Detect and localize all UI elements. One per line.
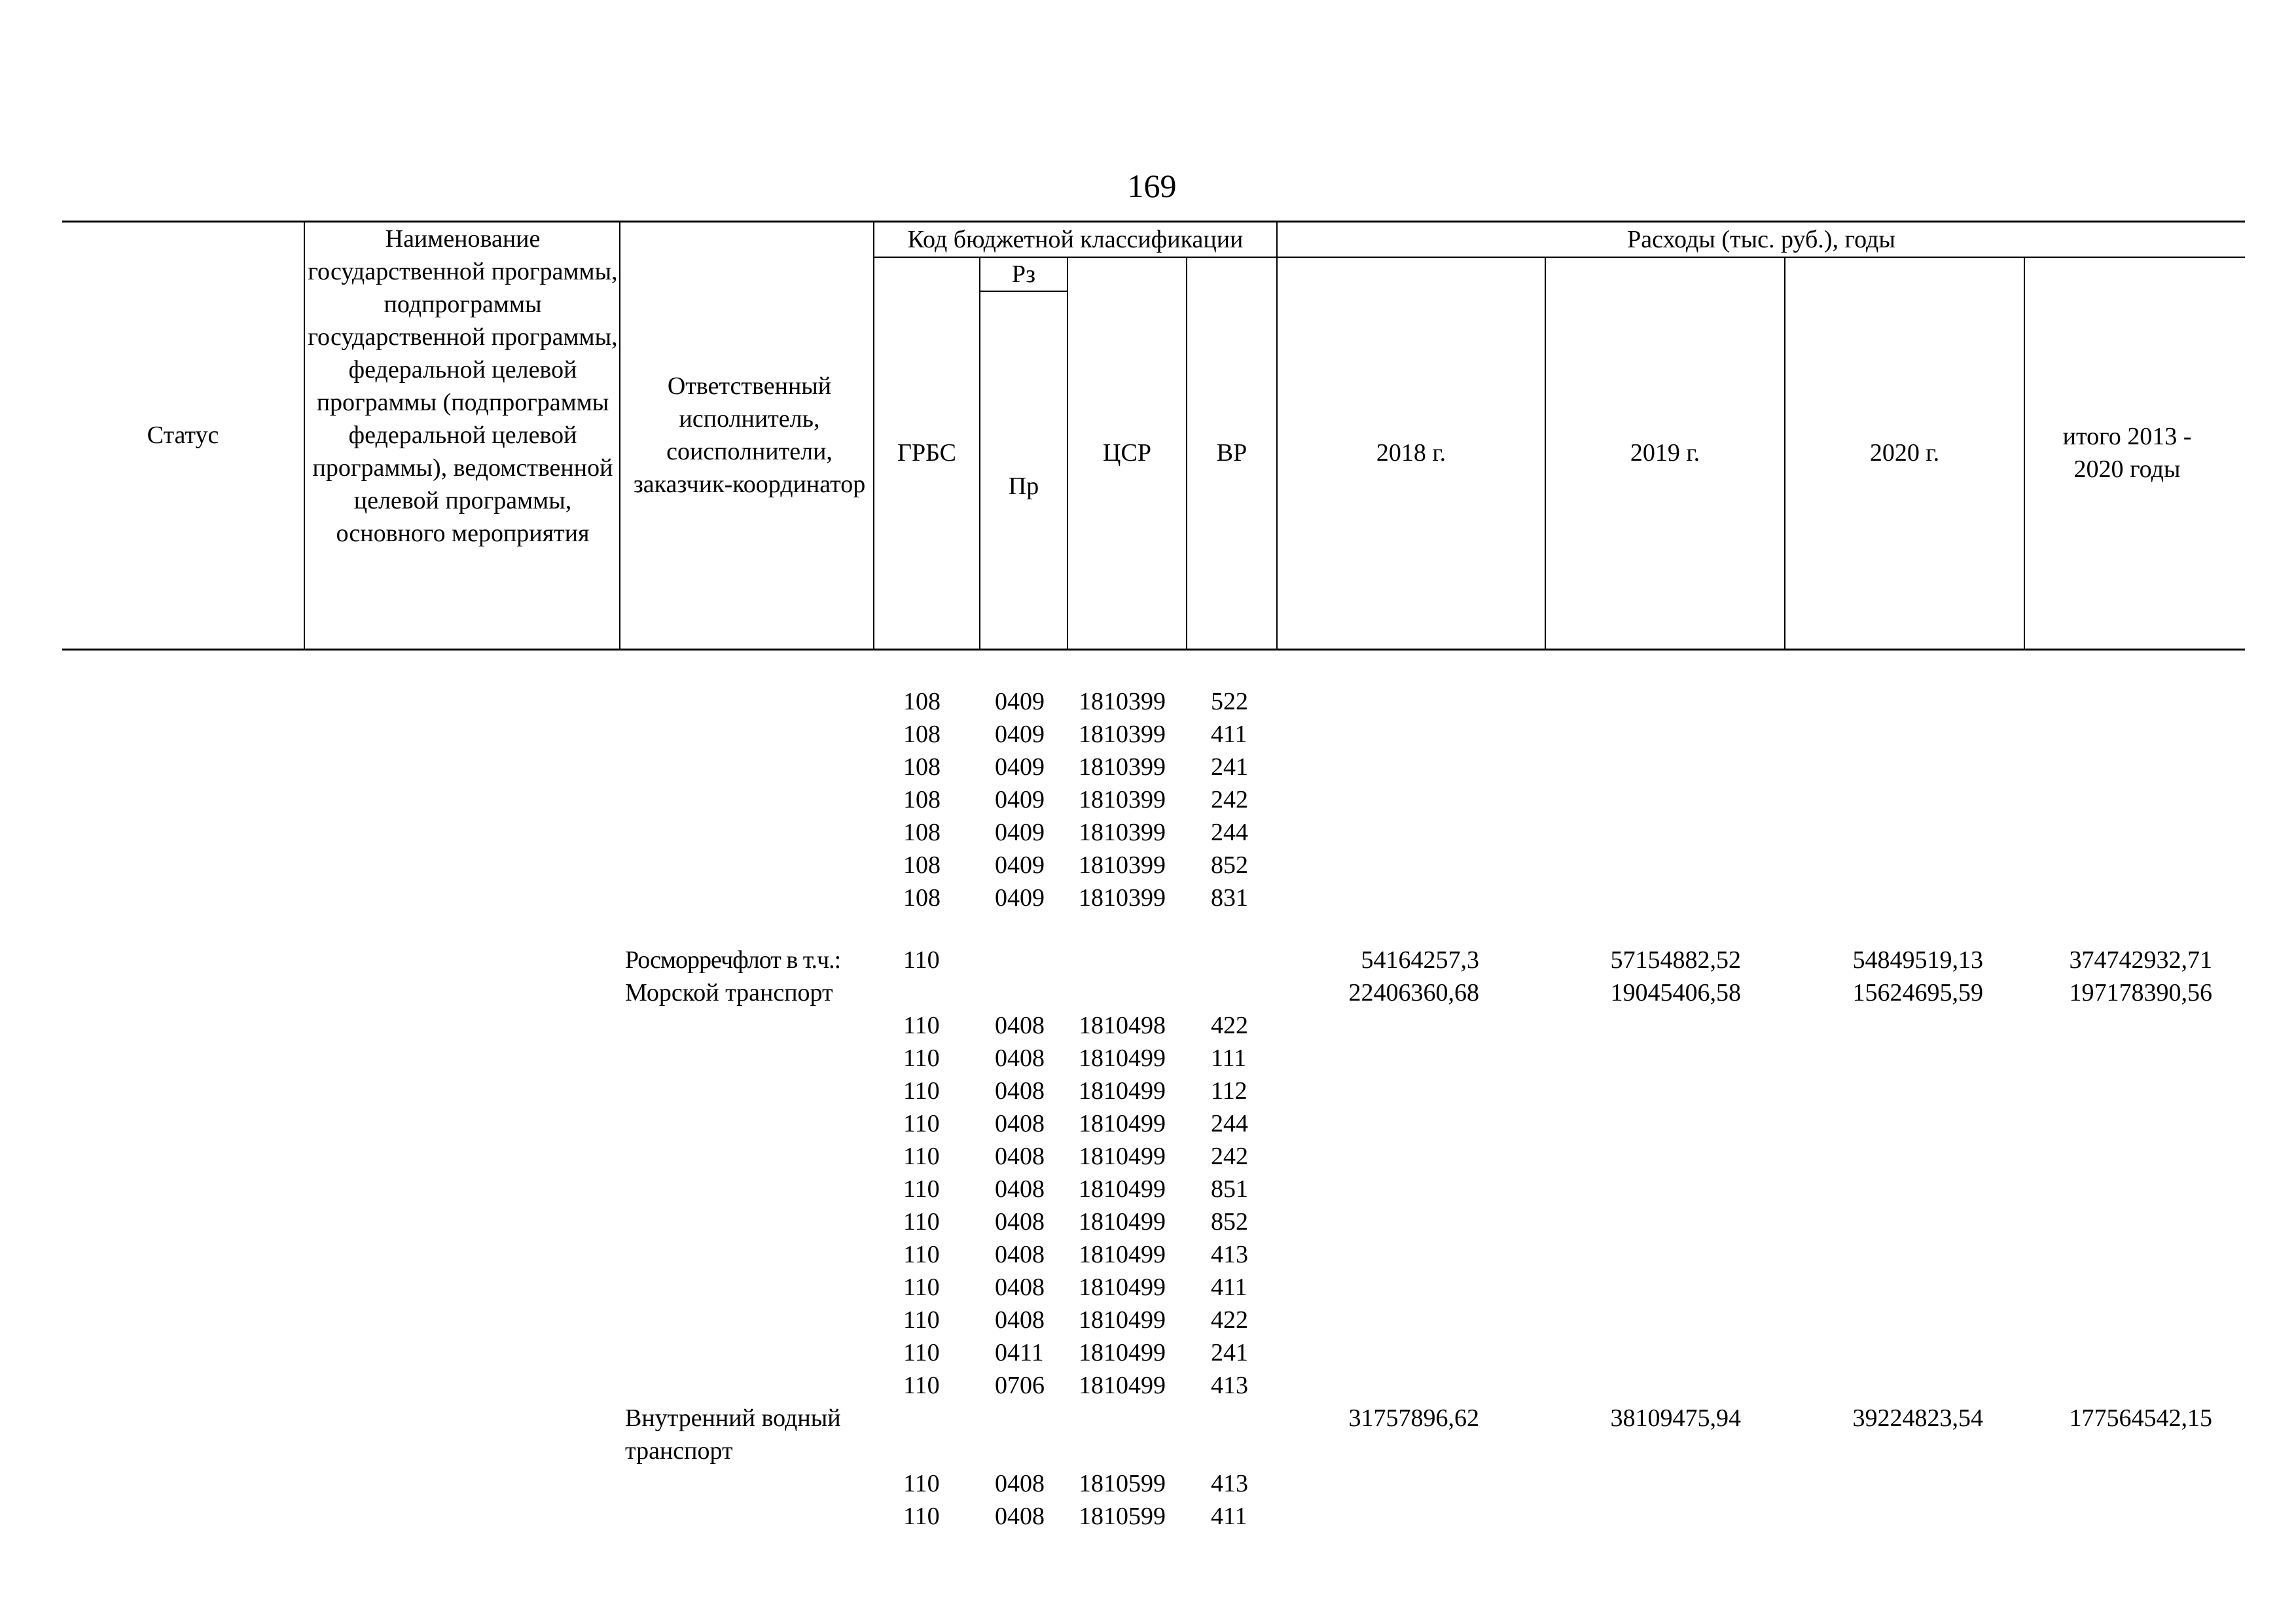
vr-cell: 244 xyxy=(1211,1110,1248,1137)
grbs-cell: 110 xyxy=(903,1274,940,1301)
vr-cell: 241 xyxy=(1211,753,1248,781)
grbs-cell: 110 xyxy=(903,1175,940,1203)
vr-cell: 422 xyxy=(1211,1306,1248,1334)
rz-cell: 0408 xyxy=(995,1503,1045,1530)
grbs-cell: 108 xyxy=(903,819,941,846)
value-2018: 31757896,62 xyxy=(1348,1404,1479,1432)
csr-cell: 1810499 xyxy=(1079,1077,1166,1105)
value-2020: 15624695,59 xyxy=(1852,979,1983,1007)
grbs-cell: 108 xyxy=(903,688,941,715)
value-2018: 54164257,3 xyxy=(1361,946,1479,974)
rz-cell: 0706 xyxy=(995,1372,1045,1399)
header-col-divider xyxy=(2024,257,2025,649)
rz-cell: 0408 xyxy=(995,1274,1045,1301)
header-year-2019: 2019 г. xyxy=(1630,439,1700,467)
rz-cell: 0409 xyxy=(995,753,1045,781)
csr-cell: 1810499 xyxy=(1079,1044,1166,1072)
header-bottom-rule xyxy=(62,649,2245,651)
value-2019: 38109475,94 xyxy=(1610,1404,1741,1432)
csr-cell: 1810599 xyxy=(1079,1503,1166,1530)
rz-cell: 0408 xyxy=(995,1012,1045,1039)
grbs-cell: 110 xyxy=(903,1044,940,1072)
header-year-2020: 2020 г. xyxy=(1869,439,1940,467)
header-status: Статус xyxy=(147,421,219,449)
rz-cell: 0408 xyxy=(995,1241,1045,1268)
header-rz: Рз xyxy=(1011,260,1036,288)
vr-cell: 111 xyxy=(1211,1044,1247,1072)
header-csr: ЦСР xyxy=(1103,439,1151,467)
grbs-cell: 110 xyxy=(903,1339,940,1366)
vr-cell: 411 xyxy=(1211,1274,1247,1301)
vr-cell: 413 xyxy=(1211,1372,1248,1399)
rz-cell: 0409 xyxy=(995,851,1045,879)
vr-cell: 852 xyxy=(1211,1208,1248,1236)
vr-cell: 411 xyxy=(1211,721,1247,748)
rz-cell: 0409 xyxy=(995,884,1045,912)
csr-cell: 1810499 xyxy=(1079,1339,1166,1366)
csr-cell: 1810499 xyxy=(1079,1208,1166,1236)
value-total: 177564542,15 xyxy=(2069,1404,2212,1432)
csr-cell: 1810399 xyxy=(1079,819,1166,846)
rz-cell: 0409 xyxy=(995,786,1045,813)
vr-cell: 413 xyxy=(1211,1470,1248,1497)
csr-cell: 1810498 xyxy=(1079,1012,1166,1039)
grbs-cell: 108 xyxy=(903,851,941,879)
header-vr: ВР xyxy=(1216,439,1247,467)
csr-cell: 1810399 xyxy=(1079,753,1166,781)
csr-cell: 1810399 xyxy=(1079,851,1166,879)
csr-cell: 1810499 xyxy=(1079,1241,1166,1268)
value-2020: 54849519,13 xyxy=(1852,946,1983,974)
header-grbs: ГРБС xyxy=(897,439,956,467)
vr-cell: 112 xyxy=(1211,1077,1247,1105)
page-number: 169 xyxy=(1127,168,1177,204)
grbs-cell: 110 xyxy=(903,946,940,974)
header-total: итого 2013 - 2020 годы xyxy=(2062,423,2192,483)
grbs-cell: 110 xyxy=(903,1470,940,1497)
csr-cell: 1810399 xyxy=(1079,688,1166,715)
value-2019: 57154882,52 xyxy=(1610,946,1741,974)
rz-cell: 0408 xyxy=(995,1306,1045,1334)
value-2020: 39224823,54 xyxy=(1852,1404,1983,1432)
header-executor: Ответственный исполнитель, соисполнители, заказчик-координатор xyxy=(633,372,866,498)
grbs-cell: 108 xyxy=(903,753,941,781)
value-total: 374742932,71 xyxy=(2069,946,2212,974)
csr-cell: 1810399 xyxy=(1079,786,1166,813)
rz-cell: 0408 xyxy=(995,1470,1045,1497)
vr-cell: 244 xyxy=(1211,819,1248,846)
grbs-cell: 110 xyxy=(903,1306,940,1334)
header-pr: Пр xyxy=(1008,473,1039,500)
grbs-cell: 108 xyxy=(903,786,941,813)
vr-cell: 413 xyxy=(1211,1241,1248,1268)
grbs-cell: 110 xyxy=(903,1012,940,1039)
csr-cell: 1810599 xyxy=(1079,1470,1166,1497)
rz-cell: 0408 xyxy=(995,1110,1045,1137)
grbs-cell: 110 xyxy=(903,1110,940,1137)
vr-cell: 851 xyxy=(1211,1175,1248,1203)
grbs-cell: 110 xyxy=(903,1208,940,1236)
executor-label: Росморречфлот в т.ч.: xyxy=(625,946,841,974)
grbs-cell: 110 xyxy=(903,1143,940,1170)
executor-label: Морской транспорт xyxy=(625,979,833,1007)
vr-cell: 422 xyxy=(1211,1012,1248,1039)
csr-cell: 1810499 xyxy=(1079,1372,1166,1399)
vr-cell: 852 xyxy=(1211,851,1248,879)
grbs-cell: 108 xyxy=(903,721,941,748)
csr-cell: 1810399 xyxy=(1079,721,1166,748)
header-col-divider xyxy=(619,221,620,650)
grbs-cell: 110 xyxy=(903,1372,940,1399)
value-total: 197178390,56 xyxy=(2069,979,2212,1007)
rz-cell: 0408 xyxy=(995,1044,1045,1072)
rz-cell: 0408 xyxy=(995,1077,1045,1105)
header-col-divider xyxy=(304,221,305,650)
vr-cell: 241 xyxy=(1211,1339,1248,1366)
rz-cell: 0409 xyxy=(995,688,1045,715)
rz-cell: 0408 xyxy=(995,1208,1045,1236)
grbs-cell: 110 xyxy=(903,1241,940,1268)
header-expenses: Расходы (тыс. руб.), годы xyxy=(1627,226,1895,253)
vr-cell: 831 xyxy=(1211,884,1248,912)
rz-cell: 0409 xyxy=(995,819,1045,846)
rz-cell: 0411 xyxy=(995,1339,1044,1366)
csr-cell: 1810499 xyxy=(1079,1306,1166,1334)
executor-label: Внутренний водный транспорт xyxy=(625,1404,841,1465)
rz-cell: 0408 xyxy=(995,1143,1045,1170)
csr-cell: 1810399 xyxy=(1079,884,1166,912)
vr-cell: 242 xyxy=(1211,786,1248,813)
grbs-cell: 110 xyxy=(903,1077,940,1105)
grbs-cell: 108 xyxy=(903,884,941,912)
csr-cell: 1810499 xyxy=(1079,1110,1166,1137)
vr-cell: 411 xyxy=(1211,1503,1247,1530)
header-program-name: Наименование государственной программы, подпрограммы государственной программы, федеральной целевой программы (подпрограммы федеральной целевой программы), ведомственной целевой программы, основного мероприятия xyxy=(308,225,618,547)
csr-cell: 1810499 xyxy=(1079,1143,1166,1170)
rz-cell: 0408 xyxy=(995,1175,1045,1203)
header-budget-code: Код бюджетной классификации xyxy=(907,226,1244,253)
value-2018: 22406360,68 xyxy=(1348,979,1479,1007)
header-year-2018: 2018 г. xyxy=(1376,439,1446,467)
csr-cell: 1810499 xyxy=(1079,1175,1166,1203)
rz-cell: 0409 xyxy=(995,721,1045,748)
grbs-cell: 110 xyxy=(903,1503,940,1530)
vr-cell: 522 xyxy=(1211,688,1248,715)
vr-cell: 242 xyxy=(1211,1143,1248,1170)
value-2019: 19045406,58 xyxy=(1610,979,1741,1007)
csr-cell: 1810499 xyxy=(1079,1274,1166,1301)
